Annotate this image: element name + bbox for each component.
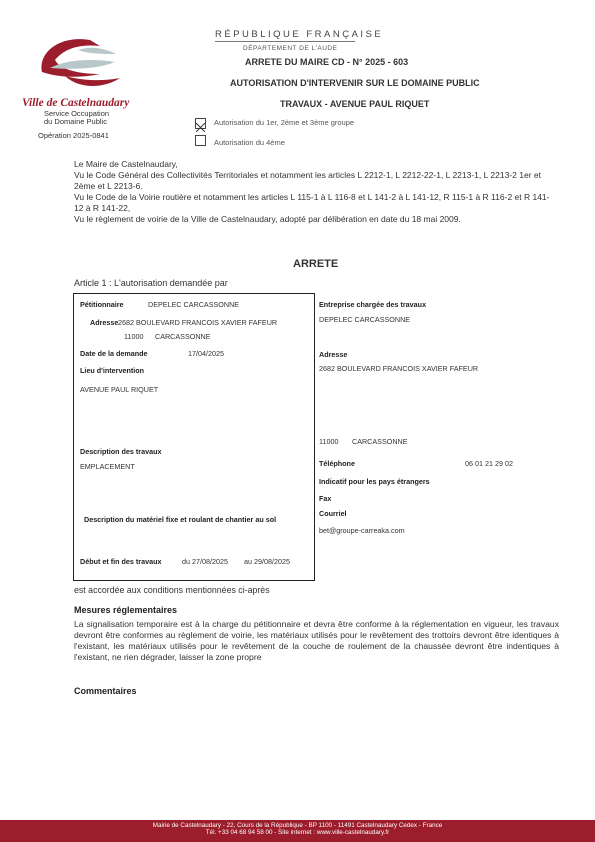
- debut-fin-label: Début et fin des travaux: [80, 557, 162, 566]
- adresse-value: 2682 BOULEVARD FRANCOIS XAVIER FAFEUR: [118, 318, 278, 327]
- preamble: [74, 159, 554, 225]
- entreprise-ville: CARCASSONNE: [352, 437, 408, 446]
- fax-label: Fax: [319, 494, 332, 503]
- telephone-label: Téléphone: [319, 459, 355, 468]
- footer-bar: [0, 820, 595, 842]
- arrete-heading: ARRETE: [293, 258, 339, 270]
- group-4-label: Autorisation du 4ème: [214, 138, 285, 147]
- courriel-label: Courriel: [319, 509, 347, 518]
- service-line1: Service Occupation: [44, 109, 110, 118]
- vu-code-collectivites: Vu le Code Général des Collectivités Territoriales et notamment les articles L 2212-1, L 2212-22-1, L 2213-1, L 2213-2 1er et 2ème et L 2213-6.: [74, 170, 541, 191]
- description-value: EMPLACEMENT: [80, 462, 135, 471]
- entreprise-label: Entreprise chargée des travaux: [319, 300, 427, 309]
- date-demande-label: Date de la demande: [80, 349, 148, 358]
- maire-line: Le Maire de Castelnaudary,: [74, 159, 178, 169]
- date-fin-value: au 29/08/2025: [244, 557, 290, 566]
- mesures-title: Mesures réglementaires: [74, 605, 178, 615]
- republic-heading: RÉPUBLIQUE FRANÇAISE: [215, 29, 384, 40]
- castelnaudary-logo-icon: [20, 30, 140, 96]
- divider: [215, 41, 355, 42]
- entreprise-value: DEPELEC CARCASSONNE: [319, 315, 411, 324]
- description-label: Description des travaux: [80, 447, 162, 456]
- entreprise-adresse-value: 2682 BOULEVARD FRANCOIS XAVIER FAFEUR: [319, 364, 479, 373]
- materiel-label: Description du matériel fixe et roulant de chantier au sol: [84, 515, 277, 524]
- footer-address: Mairie de Castelnaudary - 22, Cours de la République - BP 1100 - 11491 Castelnaudary Cedex - France: [152, 822, 443, 829]
- petitionnaire-label: Pétitionnaire: [80, 300, 124, 309]
- ville-value: CARCASSONNE: [155, 332, 211, 341]
- city-logo: [20, 30, 140, 96]
- group-1-3-checkbox[interactable]: [195, 118, 206, 129]
- article-1: Article 1 : L'autorisation demandée par: [74, 278, 228, 288]
- commentaires-title: Commentaires: [74, 686, 137, 696]
- lieu-value: AVENUE PAUL RIQUET: [80, 385, 159, 394]
- travaux-line: TRAVAUX - AVENUE PAUL RIQUET: [280, 99, 430, 109]
- accordee-line: est accordée aux conditions mentionnées ci-après: [74, 585, 270, 595]
- date-demande-value: 17/04/2025: [188, 349, 224, 358]
- petitionnaire-value: DEPELEC CARCASSONNE: [148, 300, 240, 309]
- entreprise-cp: 11000: [319, 437, 339, 446]
- entreprise-adresse-label: Adresse: [319, 350, 348, 359]
- adresse-label: Adresse: [90, 318, 119, 327]
- vu-reglement: Vu le règlement de voirie de la Ville de Castelnaudary, adopté par délibération en date du 18 mai 2009.: [74, 214, 461, 224]
- service-line2: du Domaine Public: [44, 117, 107, 126]
- telephone-value: 06 01 21 29 02: [465, 459, 513, 468]
- arrete-reference: ARRETE DU MAIRE CD - N° 2025 - 603: [245, 57, 409, 67]
- indicatif-label: Indicatif pour les pays étrangers: [319, 477, 430, 486]
- mesures-text: La signalisation temporaire est à la charge du pétitionnaire et devra être conforme à la réglementation en vigueur, les travaux devront être conformes au règlement de voirie, les matériaux utilisés pour le revêtement des trottoirs devront être identiques à l'existant, les matériaux utilisés pour le revêtement de la couche de roulement de la chaussée devront être indentiques à l'existant, ne rien dégrader, laisser la zone propre: [74, 619, 559, 662]
- city-name: Ville de Castelnaudary: [22, 97, 130, 109]
- department-label: DÉPARTEMENT DE L'AUDE: [243, 45, 338, 52]
- check-x-icon: [196, 123, 205, 132]
- lieu-label: Lieu d'intervention: [80, 366, 145, 375]
- group-1-3-label: Autorisation du 1er, 2ème et 3ème groupe: [214, 118, 355, 127]
- vu-code-voirie: Vu le Code de la Voirie routière et notamment les articles L 115-1 à L 116-8 et L 141-2 à L 141-12, R 115-1 à R 116-2 et R 141-12 à R 141-22,: [74, 192, 550, 213]
- date-debut-value: du 27/08/2025: [182, 557, 228, 566]
- footer-contact: Tél. +33 04 68 94 58 00 - Site internet : www.ville-castelnaudary.fr: [205, 829, 390, 836]
- operation-number: Opération 2025-0841: [38, 131, 109, 140]
- group-4-checkbox[interactable]: [195, 135, 206, 146]
- cp-value: 11000: [124, 332, 144, 341]
- authorization-title: AUTORISATION D'INTERVENIR SUR LE DOMAINE PUBLIC: [230, 78, 480, 88]
- courriel-value: bet@groupe-carreaka.com: [319, 526, 405, 535]
